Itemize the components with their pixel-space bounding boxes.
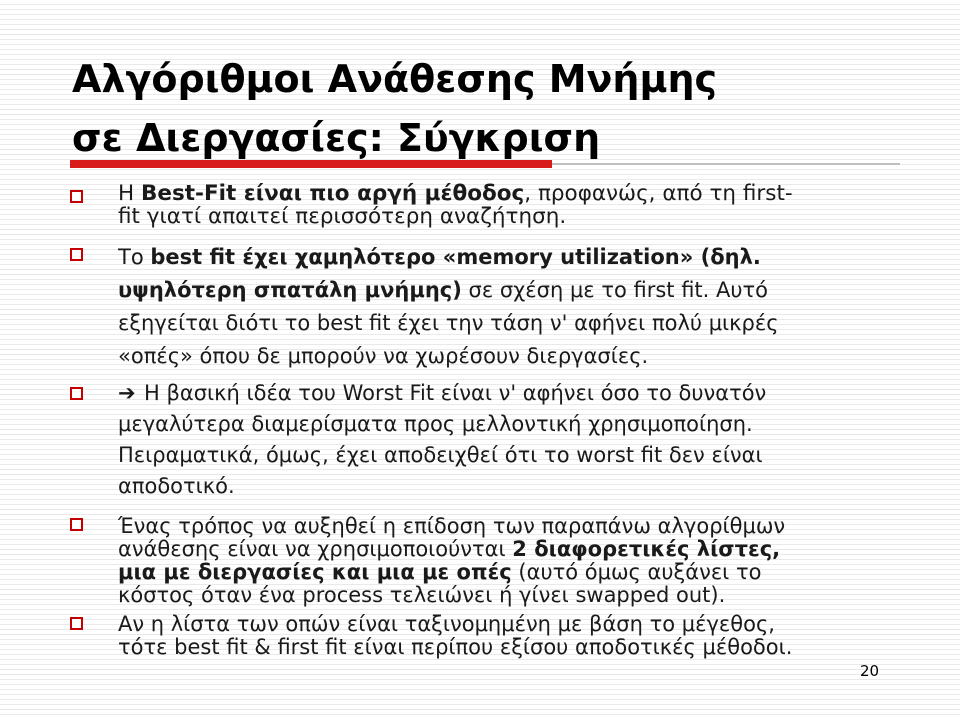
bullet-square-icon-5 <box>70 617 83 630</box>
page-number: 20 <box>860 662 880 680</box>
bold-text-run: Best-Fit είναι πιο αργή μέθοδος <box>141 181 525 206</box>
text-run: κόστος όταν ένα process τελειώνει ή γίνει swapped out). <box>118 583 726 607</box>
bullet-2-line-4 <box>118 340 896 373</box>
slide-title-line-2: σε Διεργασίες: Σύγκριση <box>72 116 601 160</box>
text-run: , προφανώς, από τη first- <box>524 181 793 206</box>
text-run: Το <box>118 245 151 269</box>
bullet-3-line-3 <box>118 440 896 471</box>
bold-text-run: 2 διαφορετικές λίστες, <box>512 537 781 561</box>
text-run: Η βασική ιδέα του Worst Fit είναι ν' αφήνει όσο το δυνατόν <box>144 381 767 405</box>
title-accent-bar <box>70 160 552 168</box>
text-run: Αν η λίστα των οπών είναι ταξινομημένη με βάση το μέγεθος, <box>118 612 775 636</box>
right-arrow-icon: ➔ <box>118 381 136 405</box>
bullet-4-line-4 <box>118 584 896 607</box>
bullet-2-line-2 <box>118 274 896 307</box>
bullet-3-line-1 <box>118 378 896 409</box>
text-run: αποδοτικό. <box>118 474 235 498</box>
bullet-4-line-2 <box>118 538 896 561</box>
bullet-text-1 <box>118 182 896 228</box>
slide-title <box>72 50 717 168</box>
text-run: ανάθεσης είναι να χρησιμοποιούνται <box>118 537 513 561</box>
bold-text-run: best fit έχει χαμηλότερο «memory utilization» (δηλ. <box>150 245 761 269</box>
text-run: τότε best fit & first fit είναι περίπου εξίσου αποδοτικές μέθοδοι. <box>118 635 793 659</box>
text-run: fit γιατί απαιτεί περισσότερη αναζήτηση. <box>118 204 567 229</box>
bullet-text-4 <box>118 515 896 607</box>
bullet-text-3 <box>118 378 896 502</box>
bullet-5-line-2 <box>118 636 896 659</box>
bullet-1-line-1 <box>118 182 896 205</box>
bold-text-run: μια με διεργασίες και μια με οπές <box>118 560 512 584</box>
bullet-4-line-1 <box>118 515 896 538</box>
text-run: «οπές» όπου δε μπορούν να χωρέσουν διεργασίες. <box>118 344 649 368</box>
bullet-square-icon-4 <box>70 518 83 531</box>
bullet-2-line-1 <box>118 241 896 274</box>
bold-text-run: υψηλότερη σπατάλη μνήμης) <box>118 278 462 302</box>
bullet-5-line-1 <box>118 613 896 636</box>
bullet-3-line-4 <box>118 471 896 502</box>
text-run: Πειραματικά, όμως, έχει αποδειχθεί ότι το worst fit δεν είναι <box>118 443 763 467</box>
text-run: σε σχέση με το first fit. Αυτό <box>461 278 769 302</box>
text-run: (αυτό όμως αυξάνει το <box>511 560 762 584</box>
bullet-text-5 <box>118 613 896 659</box>
bullet-square-icon-2 <box>70 248 83 261</box>
bullet-1-line-2 <box>118 205 896 228</box>
bullet-3-line-2 <box>118 409 896 440</box>
text-run: Η <box>118 181 142 206</box>
bullet-4-line-3 <box>118 561 896 584</box>
bullet-square-icon-3 <box>70 387 83 400</box>
text-run: Ένας τρόπος να αυξηθεί η επίδοση των παραπάνω αλγορίθμων <box>118 514 786 538</box>
text-run: μεγαλύτερα διαμερίσματα προς μελλοντική χρησιμοποίηση. <box>118 412 753 436</box>
bullet-2-line-3 <box>118 307 896 340</box>
slide-title-line-1: Αλγόριθμοι Ανάθεσης Μνήμης <box>72 57 718 101</box>
bullet-square-icon-1 <box>70 190 83 203</box>
bullet-text-2 <box>118 241 896 373</box>
text-run: εξηγείται διότι το best fit έχει την τάση ν' αφήνει πολύ μικρές <box>118 311 779 335</box>
